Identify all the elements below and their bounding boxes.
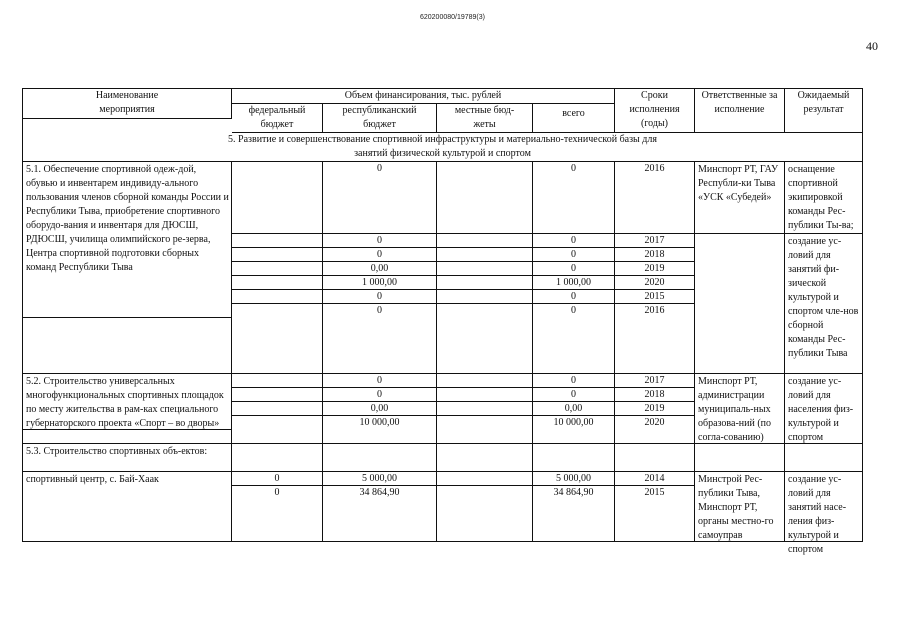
table-cell: 0 xyxy=(533,374,615,388)
item-5-1-responsible-cont xyxy=(695,234,785,374)
table-cell xyxy=(533,444,615,472)
table-cell xyxy=(437,472,533,486)
table-cell xyxy=(437,444,533,472)
table-cell: 0 xyxy=(533,234,615,248)
table-cell: 0 xyxy=(323,234,437,248)
sport-center-responsible: Минстрой Рес-публики Тыва, Минспорт РТ, органы местно-го самоуправ xyxy=(695,472,785,542)
table-cell: 0 xyxy=(323,290,437,304)
funding-table xyxy=(22,88,863,555)
table-cell xyxy=(232,416,323,444)
table-cell xyxy=(437,290,533,304)
table-cell: 0 xyxy=(323,374,437,388)
table-cell: 5 000,00 xyxy=(323,472,437,486)
table-cell xyxy=(437,276,533,290)
table-cell xyxy=(437,388,533,402)
table-cell: 2020 xyxy=(615,276,695,290)
table-cell: 2017 xyxy=(615,374,695,388)
section-title: 5. Развитие и совершенствование спортивной инфраструктуры и материально-технической базы для занятий физической культурой и спортом xyxy=(23,133,863,162)
item-5-1-result-conditions: создание ус-ловий для занятий фи-зической культурой и спортом чле-нов сборной команды Рес-публики Тыва xyxy=(785,234,863,374)
table-cell xyxy=(323,444,437,472)
table-cell: 0 xyxy=(323,388,437,402)
table-cell xyxy=(232,402,323,416)
table-cell xyxy=(232,234,323,248)
table-cell: 2015 xyxy=(615,486,695,542)
item-5-1-name: 5.1. Обеспечение спортивной одеж-дой, обувью и инвентарем индивиду-ального пользования членов сборной команды России и Республики Тыва, приобретение спортивного оборудо-вания и инвентаря для ДЮСШ, РДЮСШ, училища олимпийского ре-зерва, Центра спортивной подготовки сборных команд Республики Тыва xyxy=(23,162,232,318)
table-cell xyxy=(232,388,323,402)
table-cell xyxy=(232,290,323,304)
table-cell: 0 xyxy=(232,486,323,542)
table-cell xyxy=(232,262,323,276)
table-cell xyxy=(232,444,323,472)
table-cell xyxy=(437,248,533,262)
table-cell: 2014 xyxy=(615,472,695,486)
table-cell: 34 864,90 xyxy=(323,486,437,542)
table-cell xyxy=(232,374,323,388)
header-republic: республиканский бюджет xyxy=(323,104,437,133)
header-terms: Сроки исполнения (годы) xyxy=(615,89,695,133)
header-result: Ожидаемый результат xyxy=(785,89,863,133)
table-cell xyxy=(437,234,533,248)
table-cell: 0 xyxy=(323,248,437,262)
table-cell: 1 000,00 xyxy=(533,276,615,290)
header-total: всего xyxy=(533,104,615,133)
table-cell xyxy=(695,444,785,472)
table-cell xyxy=(232,304,323,374)
header-funding: Объем финансирования, тыс. рублей xyxy=(232,89,615,104)
table-cell: 0,00 xyxy=(323,262,437,276)
item-5-1-name-cont xyxy=(23,318,232,374)
table-cell: 0 xyxy=(533,388,615,402)
table-cell xyxy=(437,374,533,388)
item-5-1-total-cell: 0 xyxy=(533,162,615,234)
table-cell: 2015 xyxy=(615,290,695,304)
table-cell: 2017 xyxy=(615,234,695,248)
table-cell: 0 xyxy=(533,262,615,276)
item-5-1-year-cell: 2016 xyxy=(615,162,695,234)
table-cell xyxy=(615,444,695,472)
table-cell: 0 xyxy=(533,304,615,374)
header-local: местные бюд-жеты xyxy=(437,104,533,133)
table-cell xyxy=(437,416,533,444)
item-5-2-result: создание ус-ловий для населения физ-культурой и спортом xyxy=(785,374,863,444)
table-cell: 2018 xyxy=(615,388,695,402)
item-5-2-name: 5.2. Строительство универсальных многофункциональных спортивных площадок по месту жительства в рам-ках специального губернаторского проекта «Спорт – во дворы» xyxy=(23,374,232,430)
table-cell xyxy=(785,444,863,472)
header-responsible: Ответственные за исполнение xyxy=(695,89,785,133)
table-cell: 0 xyxy=(232,472,323,486)
table-cell: 34 864,90 xyxy=(533,486,615,542)
table-cell: 0 xyxy=(533,290,615,304)
table-cell: 0 xyxy=(533,248,615,262)
table-cell: 2019 xyxy=(615,262,695,276)
table-cell: 2019 xyxy=(615,402,695,416)
item-5-1-responsible: Минспорт РТ, ГАУ Республи-ки Тыва «УСК «Субедей» xyxy=(695,162,785,234)
table-cell: 2016 xyxy=(615,304,695,374)
table-cell: 0,00 xyxy=(533,402,615,416)
table-cell xyxy=(437,262,533,276)
table-cell: 2018 xyxy=(615,248,695,262)
table-cell xyxy=(232,248,323,262)
page-number: 40 xyxy=(866,39,878,53)
sport-center-result: создание ус-ловий для занятий насе-ления физ-культурой и спортом xyxy=(785,472,863,542)
header-name: Наименование мероприятия xyxy=(23,89,232,119)
table-cell xyxy=(437,402,533,416)
table-cell: 10 000,00 xyxy=(533,416,615,444)
table-cell: 0 xyxy=(323,304,437,374)
table-cell xyxy=(232,276,323,290)
table-cell xyxy=(437,304,533,374)
table-cell: 10 000,00 xyxy=(323,416,437,444)
header-federal: федеральный бюджет xyxy=(232,104,323,133)
document-id: 620200080/19789(3) xyxy=(419,14,485,21)
item-5-1-federal-cell xyxy=(232,162,323,234)
item-5-1-republic-cell: 0 xyxy=(323,162,437,234)
table-cell: 0,00 xyxy=(323,402,437,416)
table-cell: 2020 xyxy=(615,416,695,444)
table-cell: 5 000,00 xyxy=(533,472,615,486)
table-cell xyxy=(437,486,533,542)
sport-center-name: спортивный центр, с. Бай-Хаак xyxy=(23,472,232,542)
table-cell: 1 000,00 xyxy=(323,276,437,290)
item-5-1-local-cell xyxy=(437,162,533,234)
item-5-1-result-equipment: оснащение спортивной экипировкой команды Рес-публики Ты-ва; xyxy=(785,162,863,234)
item-5-3-name: 5.3. Строительство спортивных объ-ектов: xyxy=(23,444,232,472)
item-5-2-responsible: Минспорт РТ, администрации муниципаль-ных образова-ний (по согла-сованию) xyxy=(695,374,785,444)
item-5-2-name-cont xyxy=(23,430,232,444)
